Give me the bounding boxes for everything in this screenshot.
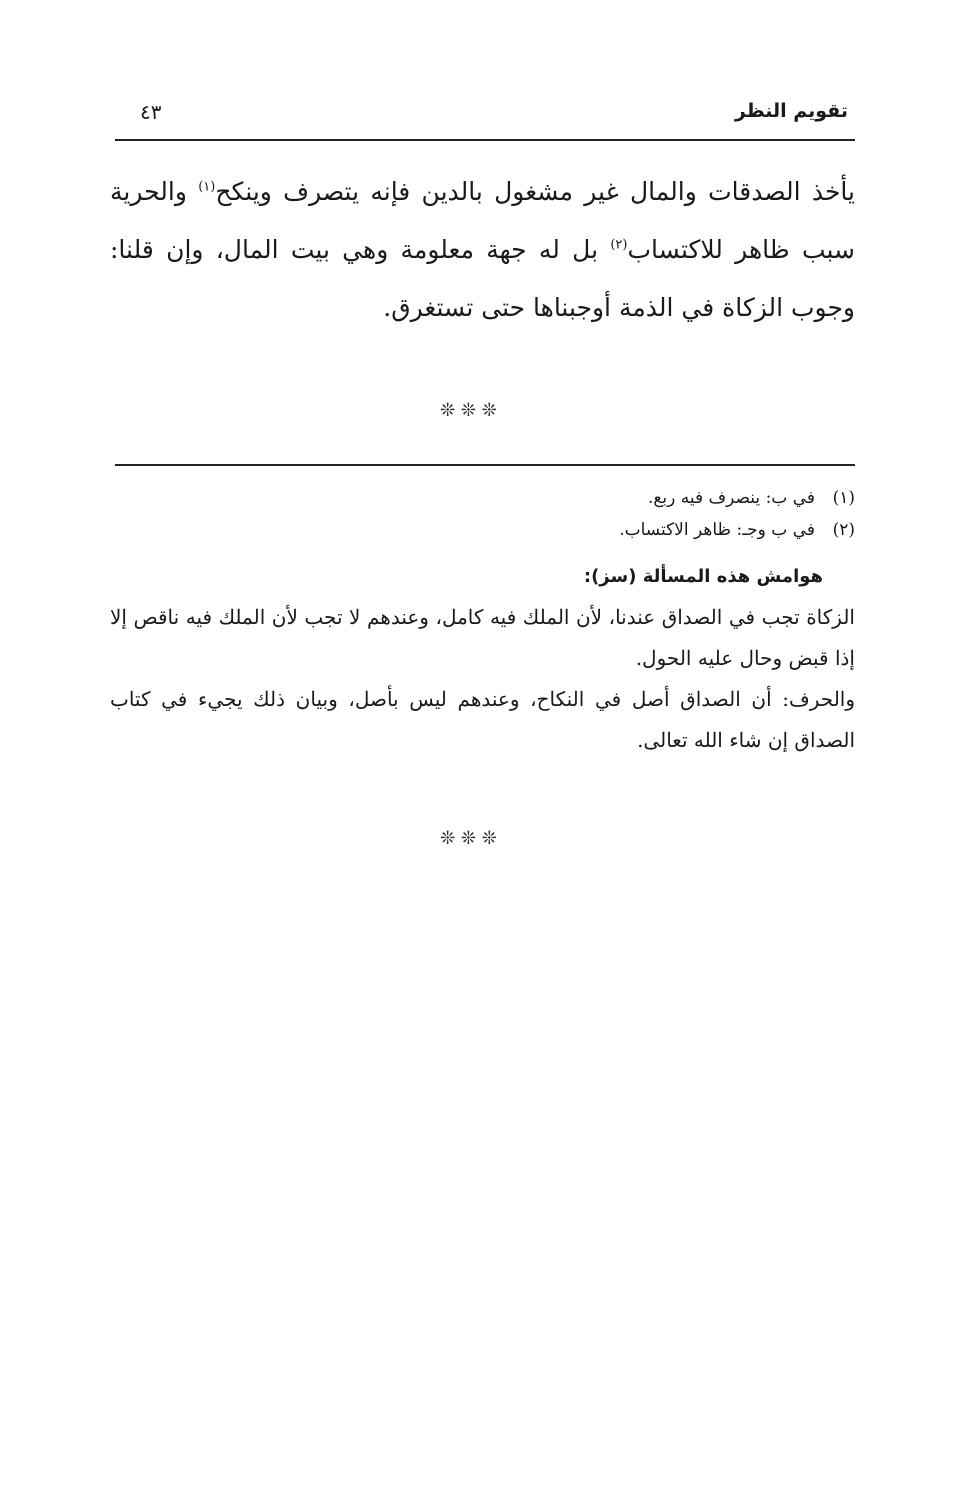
footnote-2: [110, 514, 855, 546]
running-title: تقويم النظر: [734, 100, 848, 122]
section-separator: [440, 400, 530, 421]
footnote-number: (٢): [832, 520, 855, 540]
header-rule: [115, 139, 855, 141]
footnote-ref-2: (٢): [610, 237, 628, 253]
separator-stars: ❊ ❊ ❊: [440, 400, 497, 421]
main-text-line-1a: يأخذ الصدقات والمال غير مشغول بالدين فإنه يتصرف وينكح: [215, 177, 855, 206]
notes-heading: هوامش هذه المسألة (سز):: [583, 566, 823, 587]
footnote-ref-1: (١): [198, 179, 216, 195]
notes-paragraph-2: والحرف: أن الصداق أصل في النكاح، وعندهم ليس بأصل، وبيان ذلك يجيء في كتاب الصداق إن شاء الله تعالى.: [110, 687, 855, 752]
end-separator: [440, 828, 530, 849]
footnotes: [110, 482, 855, 546]
page-number: ٤٣: [140, 100, 162, 124]
separator-stars: ❊ ❊ ❊: [440, 828, 497, 849]
main-text-line-2b: بل له جهة معلومة وهي بيت المال، وإن قلنا:: [110, 235, 611, 264]
footnote-1: [110, 482, 855, 514]
main-text-line-2a: سبب ظاهر للاكتساب: [627, 235, 855, 264]
footnote-text: في ب: ينصرف فيه ربع.: [647, 488, 815, 508]
footnote-rule: [115, 464, 855, 466]
margin-notes: [110, 556, 855, 761]
main-text: [110, 163, 855, 337]
footnote-text: في ب وجـ: ظاهر الاكتساب.: [619, 520, 815, 540]
main-paragraph: [110, 163, 855, 337]
main-text-line-3: وجوب الزكاة في الذمة أوجبناها حتى تستغرق.: [383, 293, 855, 322]
main-text-line-1b: والحرية: [110, 177, 199, 206]
footnote-number: (١): [832, 488, 855, 508]
notes-paragraph-1: الزكاة تجب في الصداق عندنا، لأن الملك فيه كامل، وعندهم لا تجب لأن الملك فيه ناقص إلا إذا قبض وحال عليه الحول.: [110, 605, 855, 670]
